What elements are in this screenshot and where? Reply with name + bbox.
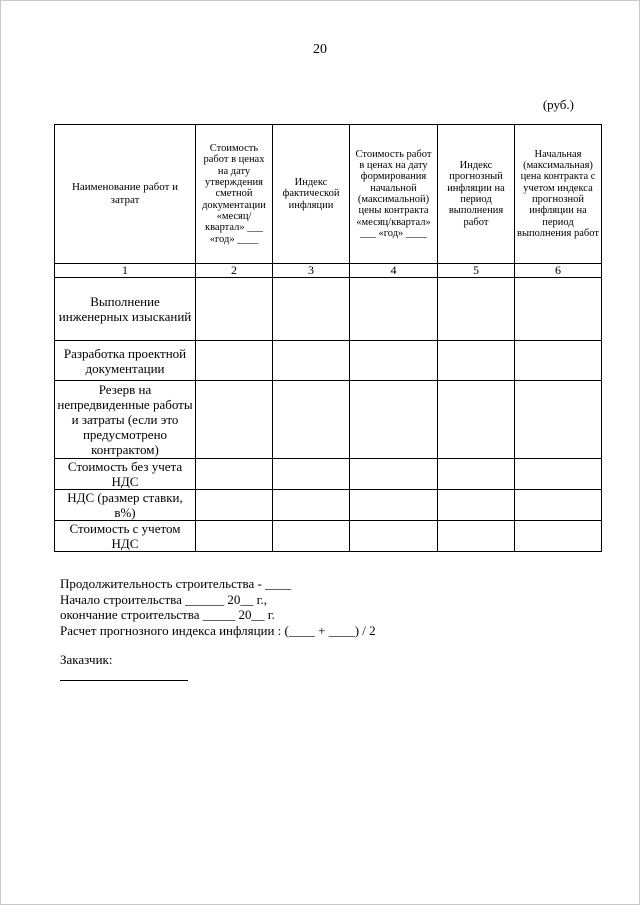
construction-start: Начало строительства ______ 20__ г., bbox=[60, 591, 268, 607]
table-cell bbox=[273, 381, 350, 459]
row-name-cost-with-vat: Стоимость с учетом НДС bbox=[55, 521, 196, 552]
table-cell bbox=[273, 459, 350, 490]
header-actual-inflation-index: Индекс фактической инфляции bbox=[273, 125, 350, 264]
table-row bbox=[55, 278, 602, 341]
table-cell bbox=[350, 490, 438, 521]
table-cell bbox=[273, 490, 350, 521]
table-row bbox=[55, 341, 602, 381]
table-cell bbox=[196, 521, 273, 552]
table-cell bbox=[515, 341, 602, 381]
table-row bbox=[55, 521, 602, 552]
header-forecast-inflation-index: Индекс прогнозный инфляции на период выполнения работ bbox=[438, 125, 515, 264]
row-name-surveys: Выполнение инженерных изысканий bbox=[55, 278, 196, 341]
column-number: 4 bbox=[350, 264, 438, 278]
currency-note: (руб.) bbox=[542, 97, 574, 112]
page-number: 20 bbox=[313, 42, 327, 57]
forecast-index-calculation: Расчет прогнозного индекса инфляции : (____ + ____) / 2 bbox=[60, 622, 376, 638]
row-name-cost-without-vat: Стоимость без учета НДС bbox=[55, 459, 196, 490]
table-cell bbox=[273, 278, 350, 341]
table-cell bbox=[350, 459, 438, 490]
table-cell bbox=[350, 278, 438, 341]
table-cell bbox=[515, 521, 602, 552]
table-cell bbox=[196, 341, 273, 381]
table-cell bbox=[273, 341, 350, 381]
table-cell bbox=[438, 459, 515, 490]
column-number: 6 bbox=[515, 264, 602, 278]
table-cell bbox=[438, 381, 515, 459]
table-cell bbox=[273, 521, 350, 552]
table-cell bbox=[196, 490, 273, 521]
table-cell bbox=[350, 381, 438, 459]
column-number: 5 bbox=[438, 264, 515, 278]
column-number: 2 bbox=[196, 264, 273, 278]
table-cell bbox=[350, 341, 438, 381]
table-cell bbox=[350, 521, 438, 552]
header-current-cost: Стоимость работ в ценах на дату формирования начальной (максимальной) цены контракта «месяц/квартал» ___ «год» ____ bbox=[350, 125, 438, 264]
row-name-vat: НДС (размер ставки, в%) bbox=[55, 490, 196, 521]
row-name-design: Разработка проектной документации bbox=[55, 341, 196, 381]
customer-label: Заказчик: bbox=[60, 652, 113, 667]
table-cell bbox=[196, 278, 273, 341]
table-cell bbox=[515, 381, 602, 459]
table-cell bbox=[196, 459, 273, 490]
table-cell bbox=[515, 490, 602, 521]
column-number-row bbox=[55, 264, 602, 278]
row-name-reserve: Резерв на непредвиденные работы и затраты (если это предусмотрено контрактом) bbox=[55, 381, 196, 459]
table-header-row bbox=[55, 125, 602, 264]
header-work-name: Наименование работ и затрат bbox=[55, 125, 196, 264]
cost-table bbox=[54, 124, 602, 552]
column-number: 3 bbox=[273, 264, 350, 278]
table-cell bbox=[438, 490, 515, 521]
table-row bbox=[55, 490, 602, 521]
construction-end: окончание строительства _____ 20__ г. bbox=[60, 607, 275, 622]
table-cell bbox=[438, 521, 515, 552]
column-number: 1 bbox=[55, 264, 196, 278]
table-cell bbox=[515, 459, 602, 490]
signature-line bbox=[60, 680, 188, 681]
table-row bbox=[55, 381, 602, 459]
table-cell bbox=[196, 381, 273, 459]
table-cell bbox=[515, 278, 602, 341]
table-cell bbox=[438, 278, 515, 341]
header-base-cost: Стоимость работ в ценах на дату утверждения сметной документации «месяц/квартал» ___ «год» ____ bbox=[196, 125, 273, 264]
table-cell bbox=[438, 341, 515, 381]
table-row bbox=[55, 459, 602, 490]
construction-info bbox=[60, 576, 376, 638]
header-initial-max-price: Начальная (максимальная) цена контракта с учетом индекса прогнозной инфляции на период выполнения работ bbox=[515, 125, 602, 264]
construction-duration: Продолжительность строительства - ____ bbox=[60, 576, 292, 591]
